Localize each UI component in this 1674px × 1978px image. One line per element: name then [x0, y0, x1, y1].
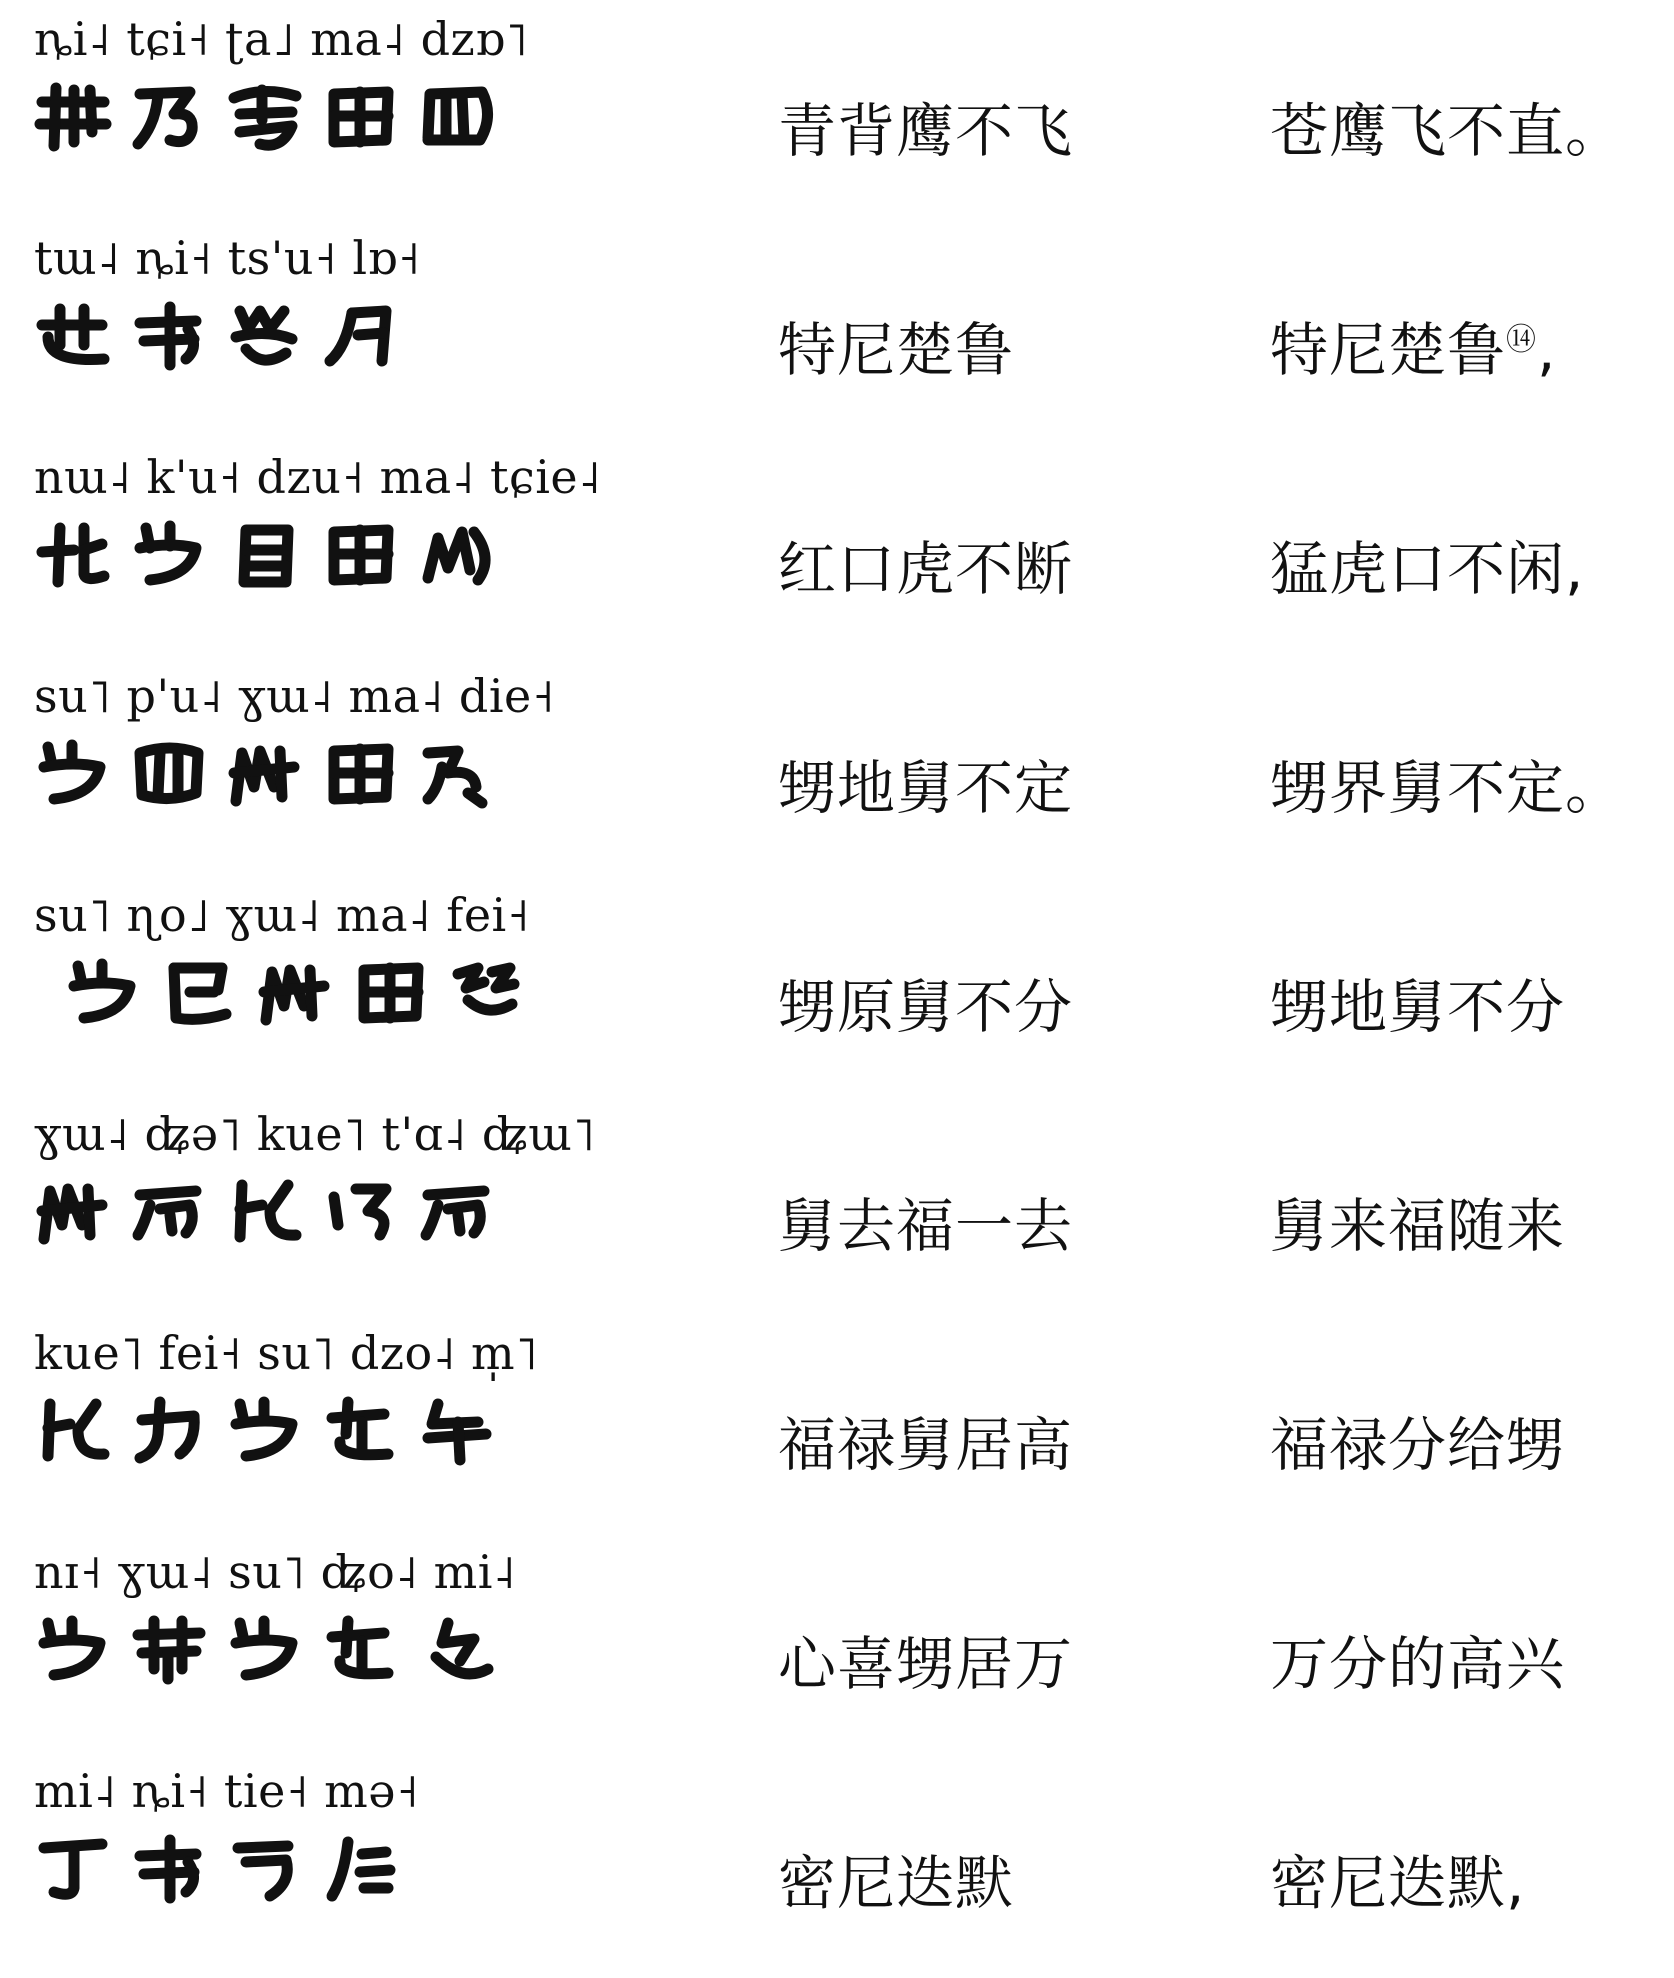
script-char-4	[322, 80, 400, 152]
footnote-marker: ⑭	[1506, 322, 1538, 358]
script-char-5	[418, 1394, 496, 1466]
verse-line	[0, 8, 1674, 226]
script-char-3	[226, 1832, 304, 1904]
script-char-1	[34, 299, 112, 371]
script-char-5	[448, 956, 526, 1028]
free-translation-text: 万分的高兴	[1270, 1630, 1566, 1698]
script-char-4	[322, 1613, 400, 1685]
script-glyph-row	[64, 956, 544, 1028]
verse-line	[0, 884, 1674, 1102]
romanized-text: su˥ p'u˨ ɣɯ˨ ma˨ die˧	[34, 669, 555, 723]
literal-translation: 心喜甥居万	[778, 1630, 1074, 1698]
romanized-text: nɪ˧ ɣɯ˨ su˥ ʥo˨ mi˨	[34, 1545, 517, 1599]
free-translation-text: 舅来福随来	[1270, 1192, 1566, 1260]
script-char-1	[64, 956, 142, 1028]
script-char-5	[418, 1613, 496, 1685]
free-translation-text: 苍鹰飞不直。	[1270, 97, 1625, 165]
free-translation-tail: ,	[1537, 316, 1557, 384]
free-translation	[1270, 534, 1584, 604]
script-char-3	[226, 737, 304, 809]
script-char-1	[34, 1613, 112, 1685]
verse-line	[0, 227, 1674, 445]
free-translation	[1270, 96, 1624, 166]
free-translation-text: 甥界舅不定。	[1270, 754, 1625, 822]
script-char-2	[130, 299, 208, 371]
script-glyph-row	[34, 518, 514, 590]
script-char-3	[226, 80, 304, 152]
script-glyph-row	[34, 1394, 514, 1466]
script-char-3	[226, 1613, 304, 1685]
script-char-4	[322, 518, 400, 590]
literal-translation: 甥地舅不定	[778, 754, 1074, 822]
script-glyph-row	[34, 1613, 514, 1685]
script-char-3	[226, 1394, 304, 1466]
script-glyph-row	[34, 299, 418, 371]
script-char-2	[130, 1175, 208, 1247]
verse-line	[0, 665, 1674, 883]
script-char-1	[34, 518, 112, 590]
script-char-2	[130, 1394, 208, 1466]
romanized-text: nɯ˨ k'u˧ dzu˧ ma˨ tɕie˨	[34, 450, 602, 504]
script-glyph-row	[34, 1832, 418, 1904]
free-translation-text: 猛虎口不闲,	[1270, 535, 1585, 603]
verse-line	[0, 1103, 1674, 1321]
free-translation	[1270, 753, 1624, 823]
romanized-text: ȵi˨ tɕi˧ ʈa˩ ma˨ dzɒ˥	[34, 12, 529, 66]
verse-line	[0, 446, 1674, 664]
romanized-text: su˥ ɳo˩ ɣɯ˨ ma˨ fei˧	[34, 888, 530, 942]
free-translation	[1270, 315, 1556, 385]
free-translation-text: 密尼迭默,	[1270, 1849, 1526, 1917]
free-translation	[1270, 1848, 1525, 1918]
script-char-5	[418, 737, 496, 809]
script-char-5	[418, 1175, 496, 1247]
literal-translation: 舅去福一去	[778, 1192, 1074, 1260]
free-translation-text: 甥地舅不分	[1270, 973, 1566, 1041]
script-char-1	[34, 1832, 112, 1904]
literal-translation: 特尼楚鲁	[778, 316, 1015, 384]
free-translation	[1270, 972, 1565, 1042]
script-char-5	[418, 518, 496, 590]
free-translation	[1270, 1191, 1565, 1261]
script-char-3	[226, 1175, 304, 1247]
script-char-4	[322, 1175, 400, 1247]
script-char-3	[226, 299, 304, 371]
script-char-2	[130, 518, 208, 590]
romanized-text: mi˨ ȵi˧ tie˧ mə˧	[34, 1764, 420, 1818]
script-char-1	[34, 1175, 112, 1247]
script-char-4	[322, 1832, 400, 1904]
script-char-4	[322, 737, 400, 809]
script-char-2	[130, 1613, 208, 1685]
literal-translation: 红口虎不断	[778, 535, 1074, 603]
script-char-4	[322, 299, 400, 371]
free-translation-text: 福禄分给甥	[1270, 1411, 1566, 1479]
script-char-5	[418, 80, 496, 152]
script-char-2	[130, 80, 208, 152]
romanized-text: ɣɯ˨ ʥə˥ kue˥ t'ɑ˨ ʥɯ˥	[34, 1107, 596, 1161]
romanized-text: tɯ˨ ȵi˧ ts'u˧ lɒ˧	[34, 231, 421, 285]
script-char-1	[34, 737, 112, 809]
romanized-text: kue˥ fei˧ su˥ dzo˨ m̩˥	[34, 1326, 539, 1380]
script-char-1	[34, 1394, 112, 1466]
script-char-4	[322, 1394, 400, 1466]
script-char-3	[256, 956, 334, 1028]
verse-line	[0, 1760, 1674, 1978]
literal-translation: 青背鹰不飞	[778, 97, 1074, 165]
free-translation	[1270, 1629, 1565, 1699]
literal-translation: 甥原舅不分	[778, 973, 1074, 1041]
script-glyph-row	[34, 80, 514, 152]
script-glyph-row	[34, 737, 514, 809]
free-translation	[1270, 1410, 1565, 1480]
verse-line	[0, 1541, 1674, 1759]
free-translation-text: 特尼楚鲁	[1270, 316, 1507, 384]
script-glyph-row	[34, 1175, 514, 1247]
script-char-4	[352, 956, 430, 1028]
script-char-3	[226, 518, 304, 590]
script-char-2	[130, 737, 208, 809]
literal-translation: 福禄舅居高	[778, 1411, 1074, 1479]
literal-translation: 密尼迭默	[778, 1849, 1015, 1917]
script-char-2	[130, 1832, 208, 1904]
script-char-2	[160, 956, 238, 1028]
script-char-1	[34, 80, 112, 152]
verse-line	[0, 1322, 1674, 1540]
